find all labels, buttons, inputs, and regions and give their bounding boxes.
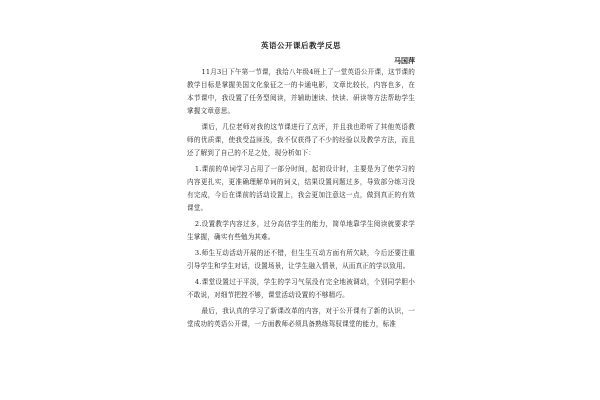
paragraph-intro: 11月3日下午第一节课，我给八年级4班上了一堂英语公开课，这节课的教学目标是掌握美国文化象征之一的卡通电影，文章比较长，内容也多，在本节课中，我设置了任务型阅读，并辅助速读、快读、研读等方法帮助学生掌握文章意思。 xyxy=(187,68,415,115)
paragraph-feedback: 课后，几位老师对我的这节课进行了点评，并且我也聆听了其他英语教师的优质课，使我受益匪浅，我不仅获得了不少的经验以及教学方法，而且还了解到了自己的不足之处，现分析如下： xyxy=(187,123,415,157)
paragraph-point-1: 1.课前的单词学习占用了一部分时间，起初设计时，主要是为了使学习的内容更扎实，更准确理解单词的词义，结果设置问题过多，导致部分练习没有完成，今后在课前的活动设置上，我会更加注意这一点，做到真正的有效课堂。 xyxy=(187,165,415,212)
paragraph-point-4: 4.课堂设置过于平淡，学生的学习气氛没有完全地被调动，个别同学胆小不敢说，对细节把控不够，课堂活动设置的不够精巧。 xyxy=(187,278,415,299)
paragraph-point-2: 2.设置教学内容过多，过分高估学生的能力，简单地靠学生阅读就要求学生掌握，确实有些勉为其难。 xyxy=(187,220,415,241)
paragraph-point-3: 3.师生互动活动开展的还不错，但生生互动方面有所欠缺，今后还要注重引导学生和学生对话，设置场景，让学生融入情景，从而真正的学以致用。 xyxy=(187,249,415,270)
paragraph-conclusion: 最后，我认真的学习了新课改革的内容，对于公开课有了新的认识，一堂成功的英语公开课，一方面教师必须具备熟练驾驭课堂的能力，标准 xyxy=(187,307,415,328)
document-title: 英语公开课后教学反思 xyxy=(261,41,341,50)
document-body xyxy=(187,66,415,334)
author-name: 马国萍 xyxy=(394,56,415,65)
document-page xyxy=(183,30,419,400)
